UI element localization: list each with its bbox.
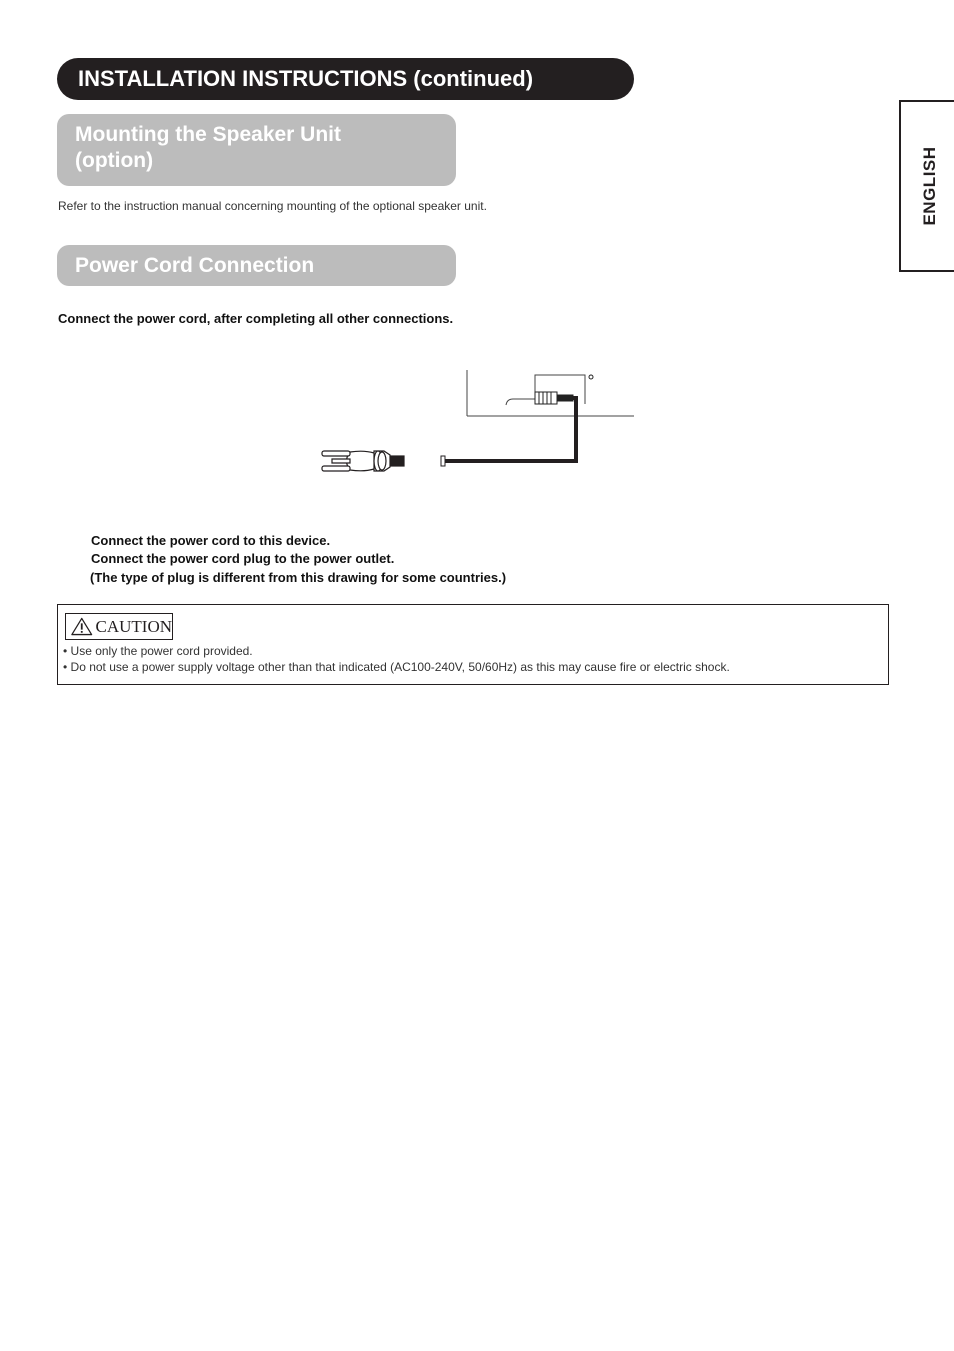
caution-tag: [65, 613, 173, 640]
page-title-banner: [57, 58, 634, 100]
caution-item: • Do not use a power supply voltage other than that indicated (AC100-240V, 50/60Hz) as this may cause fire or electric shock.: [63, 660, 730, 674]
speaker-section-heading: [57, 114, 456, 186]
cord-break-mark: [441, 456, 445, 466]
caution-list: [63, 643, 730, 675]
caution-box: [57, 604, 889, 685]
page-title: INSTALLATION INSTRUCTIONS (continued): [78, 66, 534, 91]
power-plug-icon: [322, 451, 404, 471]
speaker-section-text: Refer to the instruction manual concerning mounting of the optional speaker unit.: [58, 199, 487, 213]
language-tab: [899, 100, 954, 272]
step-1: Connect the power cord to this device.: [91, 533, 331, 548]
connection-steps: [90, 532, 506, 587]
caution-label: CAUTION: [95, 616, 172, 636]
step-2: Connect the power cord plug to the power outlet.: [91, 551, 395, 566]
power-section-intro: Connect the power cord, after completing all other connections.: [58, 311, 454, 326]
power-section-title: Power Cord Connection: [75, 254, 315, 277]
caution-item: • Use only the power cord provided.: [63, 644, 253, 658]
power-section-heading: [57, 245, 456, 286]
warning-triangle-icon: [71, 616, 93, 637]
power-cord: [443, 398, 576, 461]
speaker-section-title-line1: Mounting the Speaker Unit: [75, 123, 342, 146]
speaker-section-title-line2: (option): [75, 149, 154, 172]
step-note: (The type of plug is different from this drawing for some countries.): [90, 570, 507, 585]
language-tab-label: ENGLISH: [920, 146, 939, 226]
ac-inlet-icon: [535, 375, 593, 404]
power-cord-diagram: [310, 365, 640, 485]
